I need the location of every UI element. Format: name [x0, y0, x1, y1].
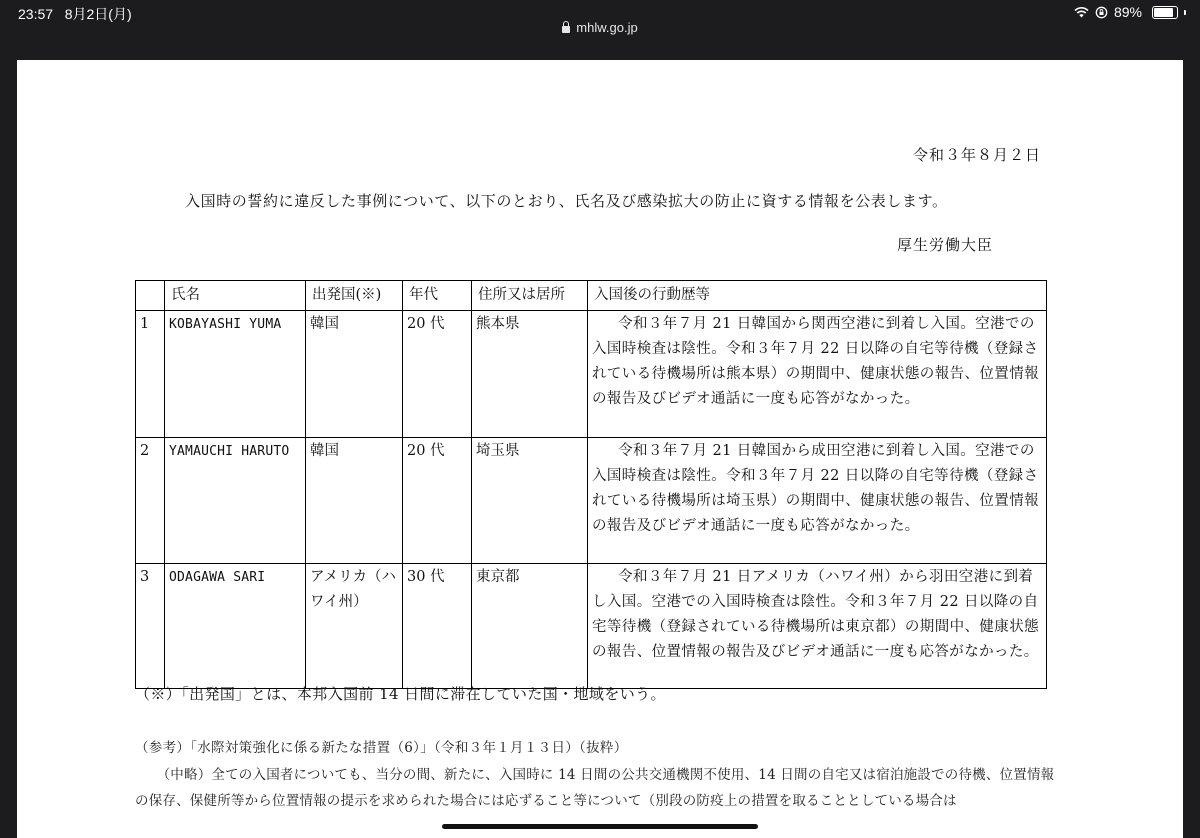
issuer: 厚生労働大臣 — [897, 236, 994, 254]
departure-country: アメリカ（ハワイ州） — [306, 564, 403, 689]
departure-country: 韓国 — [306, 311, 403, 438]
activity-history: 令和３年７月 21 日韓国から成田空港に到着し入国。空港での入国時検査は陰性。令和３年７月 22 日以降の自宅等待機（登録されている待機場所は埼玉県）の期間中、健康状態の報告、位置情報の報告及びビデオ通話に一度も応答がなかった。 — [588, 438, 1047, 564]
person-name: YAMAUCHI HARUTO — [165, 438, 306, 564]
header-no — [136, 281, 165, 311]
age-group: 20 代 — [403, 438, 472, 564]
row-number: 1 — [136, 311, 165, 438]
orientation-lock-icon — [1095, 6, 1108, 19]
address: 熊本県 — [472, 311, 588, 438]
reference-heading: （参考）「水際対策強化に係る新たな措置（6）」（令和３年１月１３日）（抜粋） — [135, 740, 628, 756]
header-country: 出発国(※) — [306, 281, 403, 311]
row-number: 2 — [136, 438, 165, 564]
battery-tip — [1184, 10, 1186, 15]
url-text: mhlw.go.jp — [576, 20, 638, 35]
lead-paragraph: 入国時の誓約に違反した事例について、以下のとおり、氏名及び感染拡大の防止に資する情報を公表します。 — [185, 192, 948, 210]
document-page — [17, 60, 1183, 838]
header-address: 住所又は居所 — [472, 281, 588, 311]
home-indicator[interactable] — [442, 824, 758, 829]
battery-percent: 89% — [1113, 4, 1142, 20]
address: 東京都 — [472, 564, 588, 689]
reference-paragraph: （中略）全ての入国者についても、当分の間、新たに、入国時に 14 日間の公共交通機関不使用、14 日間の自宅又は宿泊施設での待機、位置情報の保存、保健所等から位置情報の提示を求められた場合には応ずること等について（別段の防疫上の措置を取ることとしている場合は — [135, 767, 1055, 809]
status-right — [1074, 4, 1186, 20]
age-group: 20 代 — [403, 311, 472, 438]
table-header-row — [136, 281, 1047, 311]
header-history: 入国後の行動歴等 — [588, 281, 1047, 311]
age-group: 30 代 — [403, 564, 472, 689]
address-bar[interactable] — [0, 20, 1200, 42]
header-name: 氏名 — [165, 281, 306, 311]
activity-history: 令和３年７月 21 日韓国から関西空港に到着し入国。空港での入国時検査は陰性。令和３年７月 22 日以降の自宅等待機（登録されている待機場所は熊本県）の期間中、健康状態の報告、位置情報の報告及びビデオ通話に一度も応答がなかった。 — [588, 311, 1047, 438]
table-row — [136, 311, 1047, 438]
person-name: ODAGAWA SARI — [165, 564, 306, 689]
lock-icon — [562, 26, 570, 33]
table-row — [136, 564, 1047, 689]
table-row — [136, 438, 1047, 564]
footnote: （※）「出発国」とは、本邦入国前 14 日間に滞在していた国・地域をいう。 — [135, 685, 666, 703]
row-number: 3 — [136, 564, 165, 689]
person-name: KOBAYASHI YUMA — [165, 311, 306, 438]
activity-history: 令和３年７月 21 日アメリカ（ハワイ州）から羽田空港に到着し入国。空港での入国時検査は陰性。令和３年７月 22 日以降の自宅等待機（登録されている待機場所は東京都）の期間中、健康状態の報告、位置情報の報告及びビデオ通話に一度も応答がなかった。 — [588, 564, 1047, 689]
header-age: 年代 — [403, 281, 472, 311]
battery-icon — [1152, 6, 1178, 19]
status-time: 23:57 8月2日(月) — [18, 6, 132, 22]
violation-table — [135, 280, 1047, 689]
departure-country: 韓国 — [306, 438, 403, 564]
wifi-icon — [1074, 7, 1089, 18]
document-date: 令和３年８月２日 — [913, 146, 1042, 164]
address: 埼玉県 — [472, 438, 588, 564]
status-date: 8月2日(月) — [64, 6, 132, 22]
